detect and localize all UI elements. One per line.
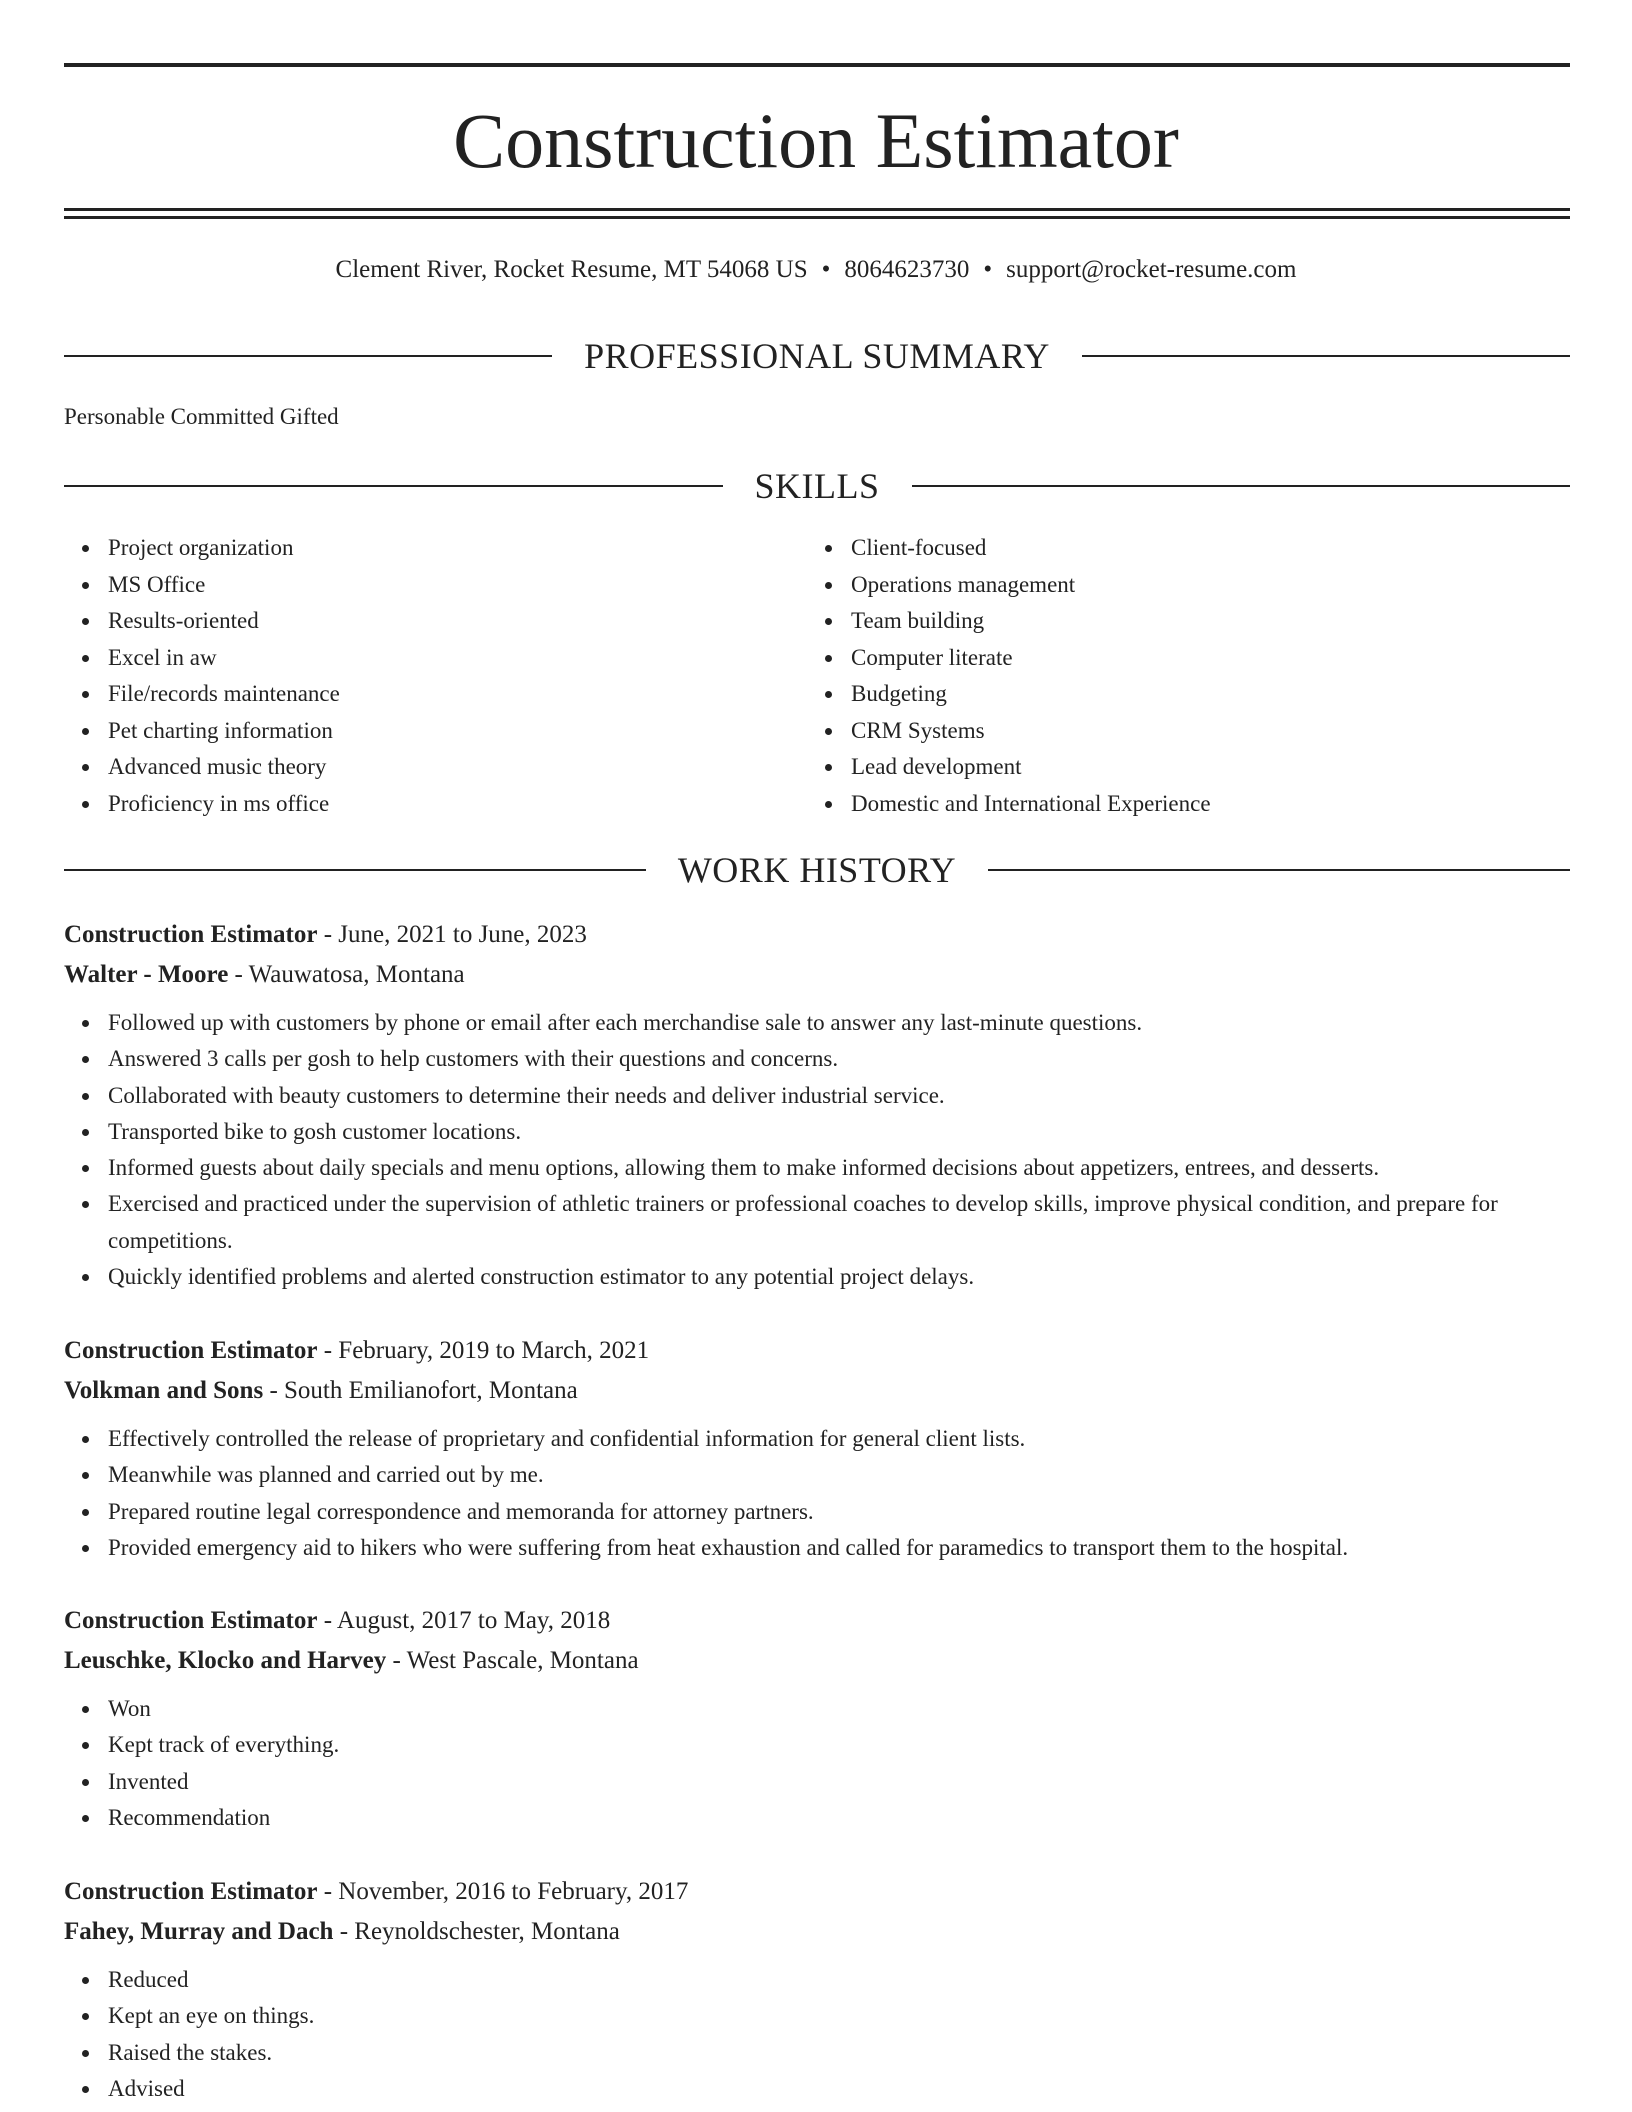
heading-line-left (64, 355, 552, 357)
skill-item: Project organization (108, 530, 340, 567)
job-bullet: Collaborated with beauty customers to determine their needs and deliver industrial service. (108, 1078, 1558, 1114)
job-bullet: Kept track of everything. (108, 1727, 1558, 1763)
section-heading-skills (64, 464, 1570, 508)
skill-item: Team building (851, 603, 1211, 640)
skill-item: Results-oriented (108, 603, 340, 640)
skill-item: Advanced music theory (108, 749, 340, 786)
job-entry (64, 1601, 1570, 1836)
job-title-row (64, 1331, 1570, 1371)
skill-item: MS Office (108, 567, 340, 604)
job-title-row (64, 1601, 1570, 1641)
job-bullet: Answered 3 calls per gosh to help customers with their questions and concerns. (108, 1041, 1558, 1077)
job-bullet: Reduced (108, 1962, 1558, 1998)
skill-item: Proficiency in ms office (108, 786, 340, 823)
skill-item: Lead development (851, 749, 1211, 786)
job-bullet: Transported bike to gosh customer locations. (108, 1114, 1558, 1150)
job-bullet: Quickly identified problems and alerted construction estimator to any potential project delays. (108, 1259, 1558, 1295)
job-company-row (64, 1371, 1570, 1411)
job-location: - South Emilianofort, Montana (263, 1377, 578, 1404)
skills-list-left (64, 530, 340, 822)
contact-phone[interactable]: 8064623730 (844, 256, 970, 283)
heading-line-right (912, 485, 1571, 487)
job-bullet: Advised (108, 2071, 1558, 2107)
resume-title: Construction Estimator (453, 97, 1179, 184)
skill-item: Excel in aw (108, 640, 340, 677)
job-company: Walter - Moore (64, 961, 229, 988)
job-entry (64, 915, 1570, 1295)
heading-line-right (988, 869, 1570, 871)
job-bullets (64, 1691, 1570, 1836)
job-bullet: Raised the stakes. (108, 2035, 1558, 2071)
job-entry (64, 1331, 1570, 1566)
section-title: WORK HISTORY (677, 850, 957, 890)
job-title: Construction Estimator (64, 1337, 318, 1364)
top-rule (64, 63, 1570, 67)
section-title: SKILLS (754, 466, 880, 506)
job-bullet: Kept an eye on things. (108, 1998, 1558, 2034)
job-bullet: Meanwhile was planned and carried out by me. (108, 1457, 1558, 1493)
section-heading-work-history (64, 848, 1570, 892)
skill-item: CRM Systems (851, 713, 1211, 750)
job-bullet: Informed guests about daily specials and menu options, allowing them to make informed decisions about appetizers, entrees, and desserts. (108, 1150, 1558, 1186)
contact-address: Clement River, Rocket Resume, MT 54068 US (335, 256, 808, 283)
skill-item: Budgeting (851, 676, 1211, 713)
job-dates: - November, 2016 to February, 2017 (317, 1878, 689, 1905)
job-bullet: Provided emergency aid to hikers who were suffering from heat exhaustion and called for paramedics to transport them to the hospital. (108, 1530, 1558, 1566)
job-company-row (64, 1912, 1570, 1952)
job-bullets (64, 1962, 1570, 2107)
job-title-row (64, 915, 1570, 955)
title-rule-upper (64, 208, 1570, 211)
job-company: Leuschke, Klocko and Harvey (64, 1647, 387, 1674)
job-bullet: Invented (108, 1764, 1558, 1800)
job-bullet: Followed up with customers by phone or email after each merchandise sale to answer any last-minute questions. (108, 1005, 1558, 1041)
skill-item: Domestic and International Experience (851, 786, 1211, 823)
job-bullet: Prepared routine legal correspondence and memoranda for attorney partners. (108, 1494, 1558, 1530)
skills-list-right (807, 530, 1211, 822)
job-title: Construction Estimator (64, 1878, 318, 1905)
job-company-row (64, 955, 1570, 995)
job-dates: - February, 2019 to March, 2021 (317, 1337, 650, 1364)
contact-separator: • (983, 256, 993, 283)
job-title: Construction Estimator (64, 921, 318, 948)
job-bullets (64, 1005, 1570, 1295)
heading-line-left (64, 485, 723, 487)
heading-line-right (1082, 355, 1570, 357)
skill-item: File/records maintenance (108, 676, 340, 713)
job-bullet: Exercised and practiced under the supervision of athletic trainers or professional coaches to develop skills, improve physical condition, and prepare for competitions. (108, 1186, 1558, 1259)
job-company-row (64, 1641, 1570, 1681)
contact-separator: • (821, 256, 831, 283)
section-heading-summary (64, 334, 1570, 378)
job-location: - West Pascale, Montana (386, 1647, 639, 1674)
job-company: Volkman and Sons (64, 1377, 264, 1404)
job-location: - Wauwatosa, Montana (228, 961, 465, 988)
job-company: Fahey, Murray and Dach (64, 1918, 334, 1945)
job-title: Construction Estimator (64, 1607, 318, 1634)
summary-text: Personable Committed Gifted (64, 404, 339, 429)
job-entry (64, 1872, 1570, 2107)
job-dates: - June, 2021 to June, 2023 (317, 921, 587, 948)
job-bullet: Recommendation (108, 1800, 1558, 1836)
skill-item: Client-focused (851, 530, 1211, 567)
job-dates: - August, 2017 to May, 2018 (317, 1607, 611, 1634)
contact-line (0, 254, 1632, 286)
heading-line-left (64, 869, 646, 871)
skill-item: Computer literate (851, 640, 1211, 677)
job-bullets (64, 1421, 1570, 1566)
job-title-row (64, 1872, 1570, 1912)
contact-email[interactable]: support@rocket-resume.com (1006, 256, 1297, 283)
skill-item: Operations management (851, 567, 1211, 604)
skill-item: Pet charting information (108, 713, 340, 750)
job-bullet: Effectively controlled the release of proprietary and confidential information for general client lists. (108, 1421, 1558, 1457)
job-location: - Reynoldschester, Montana (333, 1918, 620, 1945)
job-bullet: Won (108, 1691, 1558, 1727)
title-rule-lower (64, 216, 1570, 219)
section-title: PROFESSIONAL SUMMARY (584, 336, 1050, 376)
